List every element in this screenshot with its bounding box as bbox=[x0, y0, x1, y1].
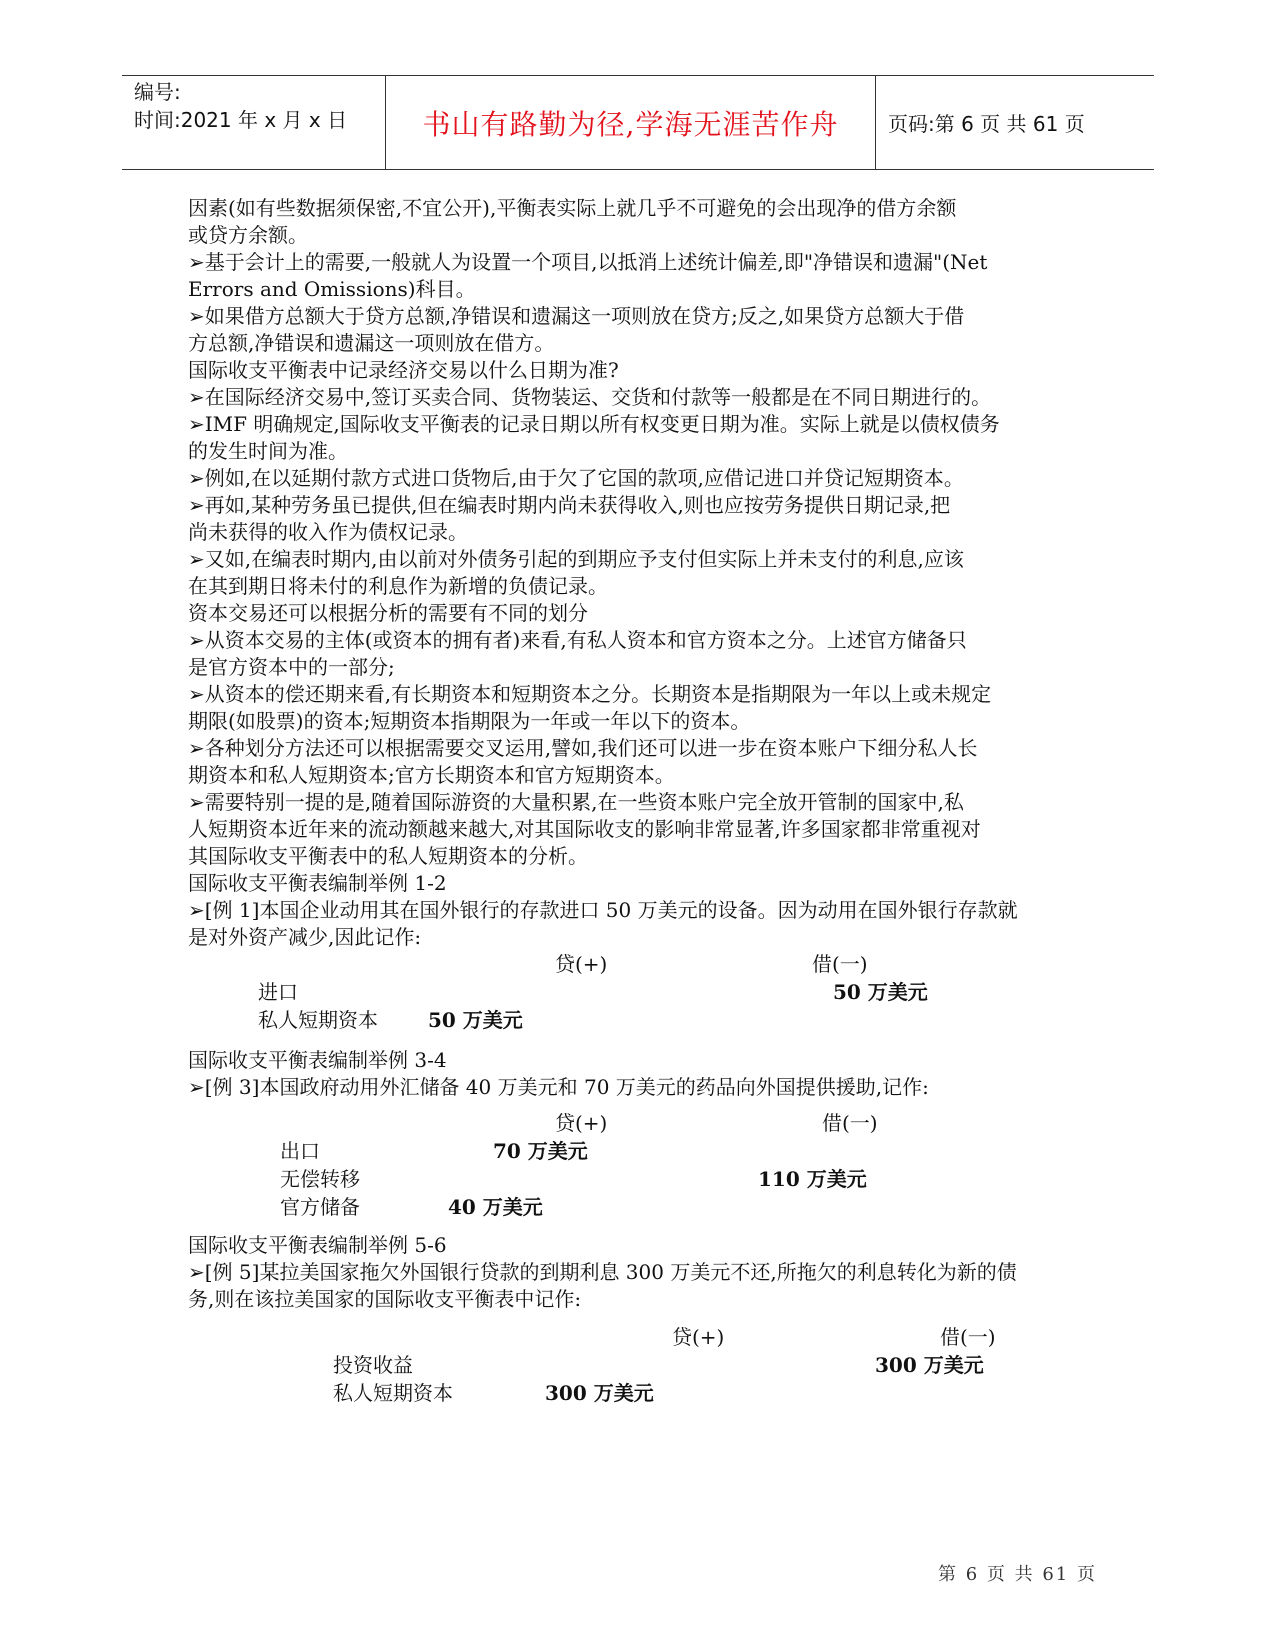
entry-label: 无偿转移 bbox=[280, 1167, 360, 1191]
paragraph-line: 方总额,净错误和遗漏这一项则放在借方。 bbox=[188, 331, 555, 355]
entry-credit-amount: 300 万美元 bbox=[545, 1381, 654, 1405]
credit-header: 贷(+) bbox=[555, 952, 608, 976]
paragraph-line: ➢例如,在以延期付款方式进口货物后,由于欠了它国的款项,应借记进口并贷记短期资本。 bbox=[188, 466, 964, 490]
entry-label: 私人短期资本 bbox=[258, 1008, 378, 1032]
credit-header: 贷(+) bbox=[555, 1111, 608, 1135]
example-heading: 国际收支平衡表编制举例 1-2 bbox=[188, 871, 447, 895]
paragraph-line: 因素(如有些数据须保密,不宜公开),平衡表实际上就几乎不可避免的会出现净的借方余额 bbox=[188, 196, 957, 220]
example-heading: 国际收支平衡表编制举例 3-4 bbox=[188, 1048, 447, 1072]
paragraph-line: 尚未获得的收入作为债权记录。 bbox=[188, 520, 468, 544]
paragraph-line: 或贷方余额。 bbox=[188, 223, 308, 247]
paragraph-line: 期限(如股票)的资本;短期资本指期限为一年或一年以下的资本。 bbox=[188, 709, 751, 733]
paragraph-line: 的发生时间为准。 bbox=[188, 439, 348, 463]
paragraph-line: Errors and Omissions)科目。 bbox=[188, 277, 476, 301]
debit-header: 借(一) bbox=[940, 1325, 996, 1349]
paragraph-line: 务,则在该拉美国家的国际收支平衡表中记作: bbox=[188, 1287, 582, 1311]
paragraph-line: ➢在国际经济交易中,签订买卖合同、货物装运、交货和付款等一般都是在不同日期进行的。 bbox=[188, 385, 992, 409]
header-meta bbox=[122, 76, 386, 169]
page-footer: 第 6 页 共 61 页 bbox=[938, 1564, 1097, 1585]
entry-label: 官方储备 bbox=[280, 1195, 360, 1219]
paragraph-line: ➢IMF 明确规定,国际收支平衡表的记录日期以所有权变更日期为准。实际上就是以债权债务 bbox=[188, 412, 1000, 436]
paragraph-line: ➢再如,某种劳务虽已提供,但在编表时期内尚未获得收入,则也应按劳务提供日期记录,把 bbox=[188, 493, 951, 517]
section-heading: 资本交易还可以根据分析的需要有不同的划分 bbox=[188, 601, 588, 625]
paragraph-line: ➢从资本交易的主体(或资本的拥有者)来看,有私人资本和官方资本之分。上述官方储备只 bbox=[188, 628, 967, 652]
paragraph-line: ➢如果借方总额大于贷方总额,净错误和遗漏这一项则放在贷方;反之,如果贷方总额大于借 bbox=[188, 304, 965, 328]
time-label: 时间:2021 年 x 月 x 日 bbox=[134, 108, 348, 132]
paragraph-line: ➢[例 5]某拉美国家拖欠外国银行贷款的到期利息 300 万美元不还,所拖欠的利息转化为新的债 bbox=[188, 1260, 1017, 1284]
paragraph-line: 人短期资本近年来的流动额越来越大,对其国际收支的影响非常显著,许多国家都非常重视对 bbox=[188, 817, 981, 841]
paragraph-line: 其国际收支平衡表中的私人短期资本的分析。 bbox=[188, 844, 588, 868]
page-header bbox=[122, 75, 1154, 170]
debit-header: 借(一) bbox=[812, 952, 868, 976]
example-heading: 国际收支平衡表编制举例 5-6 bbox=[188, 1233, 447, 1257]
paragraph-line: ➢各种划分方法还可以根据需要交叉运用,譬如,我们还可以进一步在资本账户下细分私人长 bbox=[188, 736, 978, 760]
entry-debit-amount: 300 万美元 bbox=[875, 1353, 984, 1377]
paragraph-line: ➢基于会计上的需要,一般就人为设置一个项目,以抵消上述统计偏差,即"净错误和遗漏"(Net bbox=[188, 250, 988, 274]
paragraph-line: ➢从资本的偿还期来看,有长期资本和短期资本之分。长期资本是指期限为一年以上或未规定 bbox=[188, 682, 992, 706]
entry-debit-amount: 50 万美元 bbox=[833, 980, 928, 1004]
entry-credit-amount: 70 万美元 bbox=[493, 1139, 588, 1163]
entry-credit-amount: 40 万美元 bbox=[448, 1195, 543, 1219]
entry-label: 出口 bbox=[280, 1139, 320, 1163]
entry-label: 进口 bbox=[258, 980, 298, 1004]
credit-header: 贷(+) bbox=[672, 1325, 725, 1349]
paragraph-line: 是对外资产减少,因此记作: bbox=[188, 925, 422, 949]
entry-label: 投资收益 bbox=[333, 1353, 413, 1377]
debit-header: 借(一) bbox=[822, 1111, 878, 1135]
paragraph-line: ➢[例 3]本国政府动用外汇储备 40 万美元和 70 万美元的药品向外国提供援助,记作: bbox=[188, 1075, 929, 1099]
header-motto: 书山有路勤为径,学海无涯苦作舟 bbox=[386, 76, 876, 169]
entry-label: 私人短期资本 bbox=[333, 1381, 453, 1405]
header-page-info: 页码:第 6 页 共 61 页 bbox=[888, 112, 1085, 136]
paragraph-line: ➢又如,在编表时期内,由以前对外债务引起的到期应予支付但实际上并未支付的利息,应该 bbox=[188, 547, 964, 571]
question-heading: 国际收支平衡表中记录经济交易以什么日期为准? bbox=[188, 358, 619, 382]
number-label: 编号: bbox=[134, 80, 181, 104]
paragraph-line: 期资本和私人短期资本;官方长期资本和官方短期资本。 bbox=[188, 763, 675, 787]
paragraph-line: 是官方资本中的一部分; bbox=[188, 655, 395, 679]
paragraph-line: 在其到期日将未付的利息作为新增的负债记录。 bbox=[188, 574, 608, 598]
entry-credit-amount: 50 万美元 bbox=[428, 1008, 523, 1032]
paragraph-line: ➢需要特别一提的是,随着国际游资的大量积累,在一些资本账户完全放开管制的国家中,私 bbox=[188, 790, 964, 814]
entry-debit-amount: 110 万美元 bbox=[758, 1167, 867, 1191]
paragraph-line: ➢[例 1]本国企业动用其在国外银行的存款进口 50 万美元的设备。因为动用在国外银行存款就 bbox=[188, 898, 1018, 922]
